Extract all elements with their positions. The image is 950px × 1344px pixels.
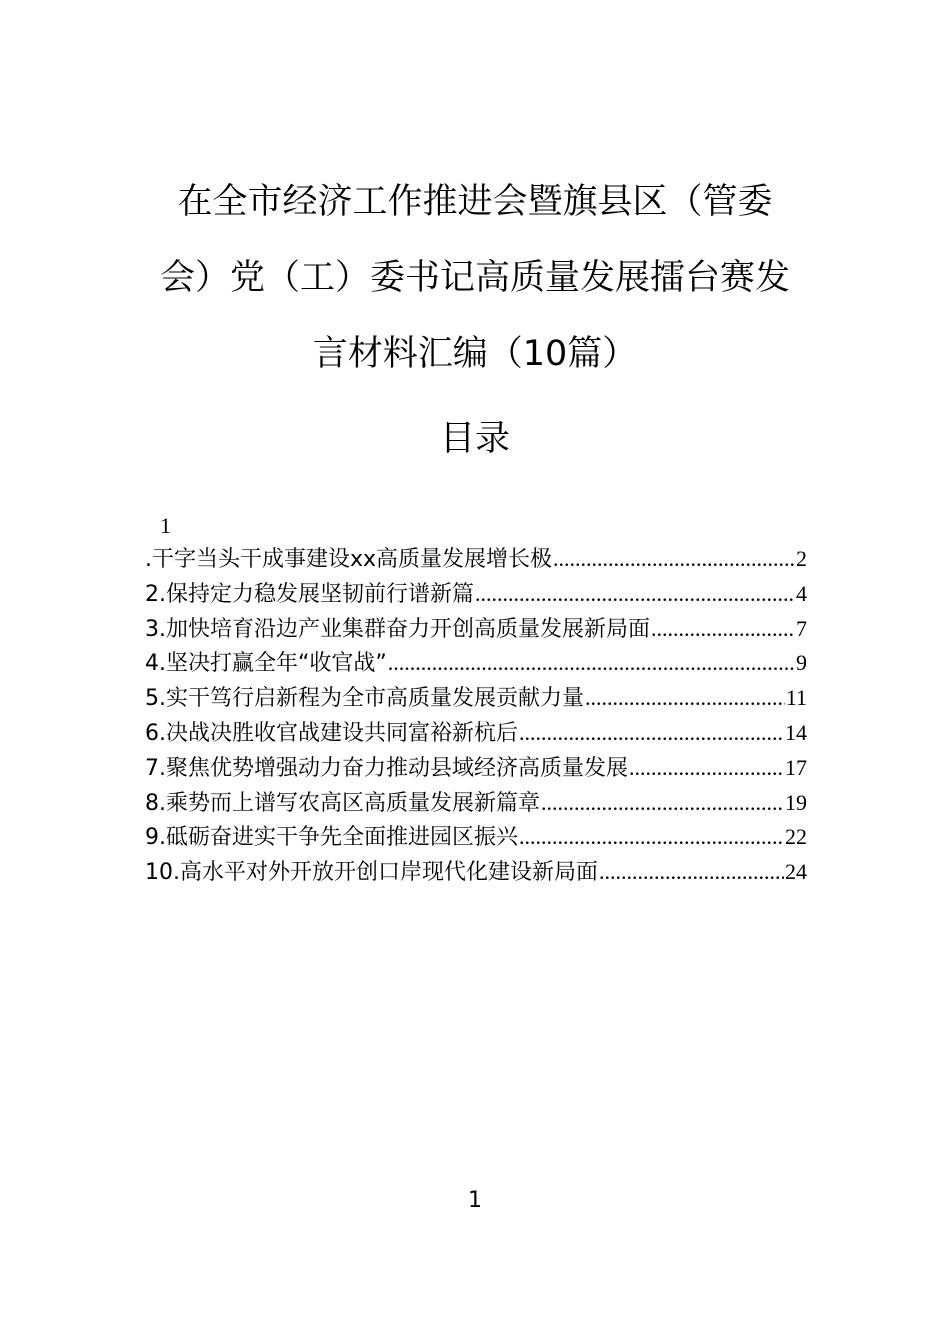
toc-entry[interactable] [145, 646, 807, 681]
title-line-2: 会）党（工）委书记高质量发展擂台赛发 [159, 258, 790, 298]
toc-dot-leader [388, 646, 795, 681]
toc-entry-label: 10.高水平对外开放开创口岸现代化建设新局面 [145, 860, 598, 886]
table-of-contents [145, 542, 807, 890]
toc-entry-label: 3.加快培育沿边产业集群奋力开创高质量发展新局面 [145, 616, 650, 642]
toc-entry-page: 24 [785, 859, 807, 885]
title-line-1: 在全市经济工作推进会暨旗县区（管委 [177, 182, 773, 222]
toc-entry-page: 2 [796, 546, 807, 571]
toc-entry-page: 11 [785, 685, 807, 711]
toc-entry-label: 4.坚决打赢全年“收官战” [145, 651, 387, 677]
toc-entry[interactable] [145, 577, 807, 612]
toc-dot-leader [519, 820, 784, 855]
toc-entry-label: 9.砥砺奋进实干争先全面推进园区振兴 [145, 825, 518, 851]
toc-entry-label: 5.实干笃行启新程为全市高质量发展贡献力量 [145, 686, 584, 712]
toc-entry-page: 14 [785, 719, 807, 745]
toc-stray-number: 1 [160, 513, 171, 538]
toc-dot-leader [541, 786, 784, 821]
toc-dot-leader [519, 716, 784, 751]
toc-entry-page: 4 [796, 580, 807, 606]
title-line-3: 言材料汇编（10篇） [312, 334, 638, 374]
toc-entry[interactable] [145, 542, 807, 577]
toc-entry-label: 7.聚焦优势增强动力奋力推动县域经济高质量发展 [145, 755, 628, 781]
toc-entry[interactable] [145, 716, 807, 751]
toc-entry[interactable] [145, 855, 807, 890]
toc-entry[interactable] [145, 820, 807, 855]
toc-dot-leader [651, 612, 795, 647]
toc-dot-leader [553, 542, 795, 577]
toc-entry-label: 2.保持定力稳发展坚韧前行谱新篇 [145, 581, 474, 607]
toc-entry[interactable] [145, 612, 807, 647]
toc-entry[interactable] [145, 751, 807, 786]
toc-entry-page: 7 [796, 615, 807, 641]
toc-entry[interactable] [145, 681, 807, 716]
toc-dot-leader [629, 751, 784, 786]
toc-dot-leader [585, 681, 785, 716]
toc-entry-label: 8.乘势而上谱写农高区高质量发展新篇章 [145, 790, 540, 816]
toc-entry-label: 6.决战决胜收官战建设共同富裕新杭后 [145, 720, 518, 746]
toc-entry-page: 22 [785, 824, 807, 850]
page-number: 1 [468, 1188, 482, 1213]
toc-entry-page: 19 [785, 789, 807, 815]
toc-heading: 目录 [439, 419, 510, 459]
toc-entry-page: 9 [796, 650, 807, 676]
toc-entry-label: .干字当头干成事建设xx高质量发展增长极 [145, 547, 553, 572]
toc-dot-leader [599, 855, 784, 890]
toc-dot-leader [475, 577, 795, 612]
toc-entry[interactable] [145, 786, 807, 821]
toc-entry-page: 17 [785, 754, 807, 780]
document-title [150, 164, 800, 392]
